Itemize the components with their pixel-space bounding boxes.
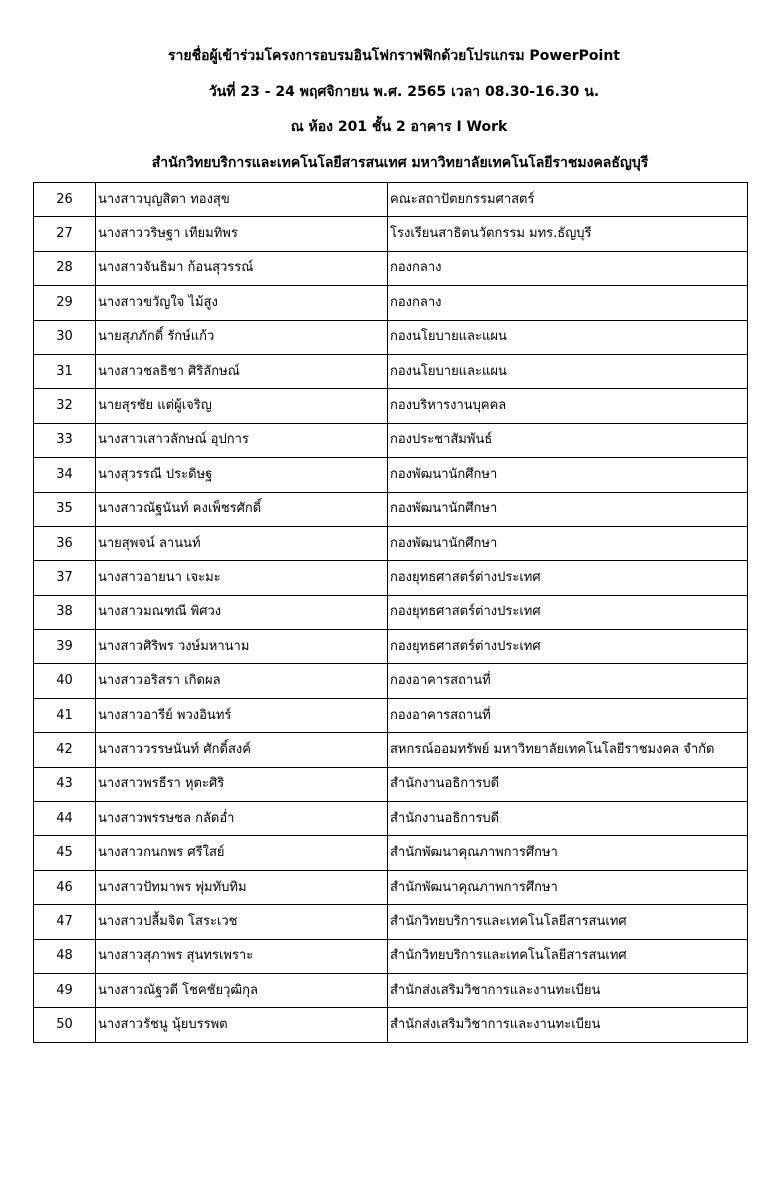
document-header bbox=[0, 47, 768, 172]
participant-name: นางสาวมณฑณี พิศวง bbox=[96, 595, 388, 629]
table-row bbox=[34, 973, 748, 1007]
document-title: รายชื่อผู้เข้าร่วมโครงการอบรมอินโฟกราฟฟิกด้วยโปรแกรม PowerPoint bbox=[168, 48, 620, 64]
row-number: 44 bbox=[34, 802, 96, 836]
table-row bbox=[34, 1008, 748, 1042]
row-number: 28 bbox=[34, 251, 96, 285]
participant-name: นางสาวศิริพร วงษ์มหานาม bbox=[96, 630, 388, 664]
row-number: 31 bbox=[34, 354, 96, 388]
participant-unit: กองประชาสัมพันธ์ bbox=[388, 423, 748, 457]
participant-unit: กองอาคารสถานที่ bbox=[388, 698, 748, 732]
participant-name: นางสาวกนกพร ศรีใสย์ bbox=[96, 836, 388, 870]
table-row bbox=[34, 630, 748, 664]
row-number: 38 bbox=[34, 595, 96, 629]
table-row bbox=[34, 733, 748, 767]
table-row bbox=[34, 251, 748, 285]
participant-table bbox=[33, 182, 748, 1043]
row-number: 45 bbox=[34, 836, 96, 870]
table-row bbox=[34, 286, 748, 320]
table-row bbox=[34, 905, 748, 939]
participant-unit: สำนักพัฒนาคุณภาพการศึกษา bbox=[388, 870, 748, 904]
participant-unit: กองยุทธศาสตร์ต่างประเทศ bbox=[388, 561, 748, 595]
table-row bbox=[34, 836, 748, 870]
participant-name: นางสาวขวัญใจ ไม้สูง bbox=[96, 286, 388, 320]
organizer: สำนักวิทยบริการและเทคโนโลยีสารสนเทศ มหาวิทยาลัยเทคโนโลยีราชมงคลธัญบุรี bbox=[151, 154, 649, 171]
participant-name: นางสาวเสาวลักษณ์ อุปการ bbox=[96, 423, 388, 457]
participant-unit: กองพัฒนานักศึกษา bbox=[388, 492, 748, 526]
participant-name: นางสาวณัฐนันท์ คงเพ็ชรศักดิ์ bbox=[96, 492, 388, 526]
participant-name: นางสาวณัฐวดี โชคชัยวุฒิกุล bbox=[96, 973, 388, 1007]
row-number: 32 bbox=[34, 389, 96, 423]
row-number: 49 bbox=[34, 973, 96, 1007]
participant-name: นางสาวจันธิมา ก้อนสุวรรณ์ bbox=[96, 251, 388, 285]
table-row bbox=[34, 664, 748, 698]
table-row bbox=[34, 767, 748, 801]
participant-name: นางสาวปลื้มจิต โสระเวช bbox=[96, 905, 388, 939]
row-number: 46 bbox=[34, 870, 96, 904]
row-number: 34 bbox=[34, 458, 96, 492]
participant-unit: สำนักงานอธิการบดี bbox=[388, 802, 748, 836]
row-number: 48 bbox=[34, 939, 96, 973]
row-number: 47 bbox=[34, 905, 96, 939]
participant-unit: สำนักวิทยบริการและเทคโนโลยีสารสนเทศ bbox=[388, 905, 748, 939]
event-date-time: วันที่ 23 - 24 พฤศจิกายน พ.ศ. 2565 เวลา 08.30-16.30 น. bbox=[208, 83, 600, 100]
participant-unit: กองอาคารสถานที่ bbox=[388, 664, 748, 698]
participant-name: นายสุภภักดิ์ รักษ์แก้ว bbox=[96, 320, 388, 354]
table-row bbox=[34, 389, 748, 423]
table-row bbox=[34, 423, 748, 457]
participant-name: นายสุพจน์ ลานนท์ bbox=[96, 526, 388, 560]
table-row bbox=[34, 698, 748, 732]
participant-unit: สำนักพัฒนาคุณภาพการศึกษา bbox=[388, 836, 748, 870]
row-number: 40 bbox=[34, 664, 96, 698]
table-row bbox=[34, 595, 748, 629]
participant-unit: โรงเรียนสาธิตนวัตกรรม มทร.ธัญบุรี bbox=[388, 217, 748, 251]
participant-unit: กองยุทธศาสตร์ต่างประเทศ bbox=[388, 630, 748, 664]
table-row bbox=[34, 320, 748, 354]
participant-unit: กองกลาง bbox=[388, 286, 748, 320]
table-row bbox=[34, 183, 748, 217]
row-number: 29 bbox=[34, 286, 96, 320]
table-row bbox=[34, 939, 748, 973]
participant-unit: คณะสถาปัตยกรรมศาสตร์ bbox=[388, 183, 748, 217]
participant-name: นางสาวสุภาพร สุนทรเพราะ bbox=[96, 939, 388, 973]
row-number: 26 bbox=[34, 183, 96, 217]
participant-unit: สำนักงานอธิการบดี bbox=[388, 767, 748, 801]
participant-name: นางสาวชลธิชา ศิริลักษณ์ bbox=[96, 354, 388, 388]
row-number: 43 bbox=[34, 767, 96, 801]
participant-unit: กองกลาง bbox=[388, 251, 748, 285]
participant-unit: สำนักส่งเสริมวิชาการและงานทะเบียน bbox=[388, 973, 748, 1007]
row-number: 42 bbox=[34, 733, 96, 767]
participant-name: นางสาววรรษนันท์ ศักดิ์สงค์ bbox=[96, 733, 388, 767]
table-row bbox=[34, 561, 748, 595]
participant-unit: กองนโยบายและแผน bbox=[388, 320, 748, 354]
table-row bbox=[34, 354, 748, 388]
event-venue: ณ ห้อง 201 ชั้น 2 อาคาร I Work bbox=[290, 119, 508, 135]
table-row bbox=[34, 870, 748, 904]
participant-name: นางสาวพรธีรา หุตะศิริ bbox=[96, 767, 388, 801]
table-row bbox=[34, 458, 748, 492]
participant-unit: สำนักวิทยบริการและเทคโนโลยีสารสนเทศ bbox=[388, 939, 748, 973]
row-number: 39 bbox=[34, 630, 96, 664]
participant-name: นางสาวอารีย์ พวงอินทร์ bbox=[96, 698, 388, 732]
participant-unit: สำนักส่งเสริมวิชาการและงานทะเบียน bbox=[388, 1008, 748, 1042]
participant-name: นางสาวรัชนู นุ้ยบรรพต bbox=[96, 1008, 388, 1042]
participant-name: นายสุรชัย แต่ผู้เจริญ bbox=[96, 389, 388, 423]
participant-name: นางสาวบุญสิตา ทองสุข bbox=[96, 183, 388, 217]
participant-name: นางสาวอายนา เจะมะ bbox=[96, 561, 388, 595]
participant-unit: กองยุทธศาสตร์ต่างประเทศ bbox=[388, 595, 748, 629]
participant-name: นางสุวรรณี ประดิษฐ bbox=[96, 458, 388, 492]
row-number: 37 bbox=[34, 561, 96, 595]
row-number: 33 bbox=[34, 423, 96, 457]
table-row bbox=[34, 526, 748, 560]
row-number: 30 bbox=[34, 320, 96, 354]
row-number: 35 bbox=[34, 492, 96, 526]
row-number: 50 bbox=[34, 1008, 96, 1042]
row-number: 41 bbox=[34, 698, 96, 732]
participant-unit: กองพัฒนานักศึกษา bbox=[388, 458, 748, 492]
participant-unit: กองพัฒนานักศึกษา bbox=[388, 526, 748, 560]
participant-unit: สหกรณ์ออมทรัพย์ มหาวิทยาลัยเทคโนโลยีราชมงคล จำกัด bbox=[388, 733, 748, 767]
participant-unit: กองนโยบายและแผน bbox=[388, 354, 748, 388]
row-number: 27 bbox=[34, 217, 96, 251]
table-row bbox=[34, 217, 748, 251]
participant-unit: กองบริหารงานบุคคล bbox=[388, 389, 748, 423]
participant-name: นางสาวพรรษชล กลัดอ่ำ bbox=[96, 802, 388, 836]
table-row bbox=[34, 492, 748, 526]
participant-table-body bbox=[34, 183, 748, 1043]
table-row bbox=[34, 802, 748, 836]
participant-name: นางสาวปัทมาพร พุ่มทับทิม bbox=[96, 870, 388, 904]
row-number: 36 bbox=[34, 526, 96, 560]
participant-name: นางสาวอริสรา เกิดผล bbox=[96, 664, 388, 698]
participant-name: นางสาววริษฐา เทียมทิพร bbox=[96, 217, 388, 251]
